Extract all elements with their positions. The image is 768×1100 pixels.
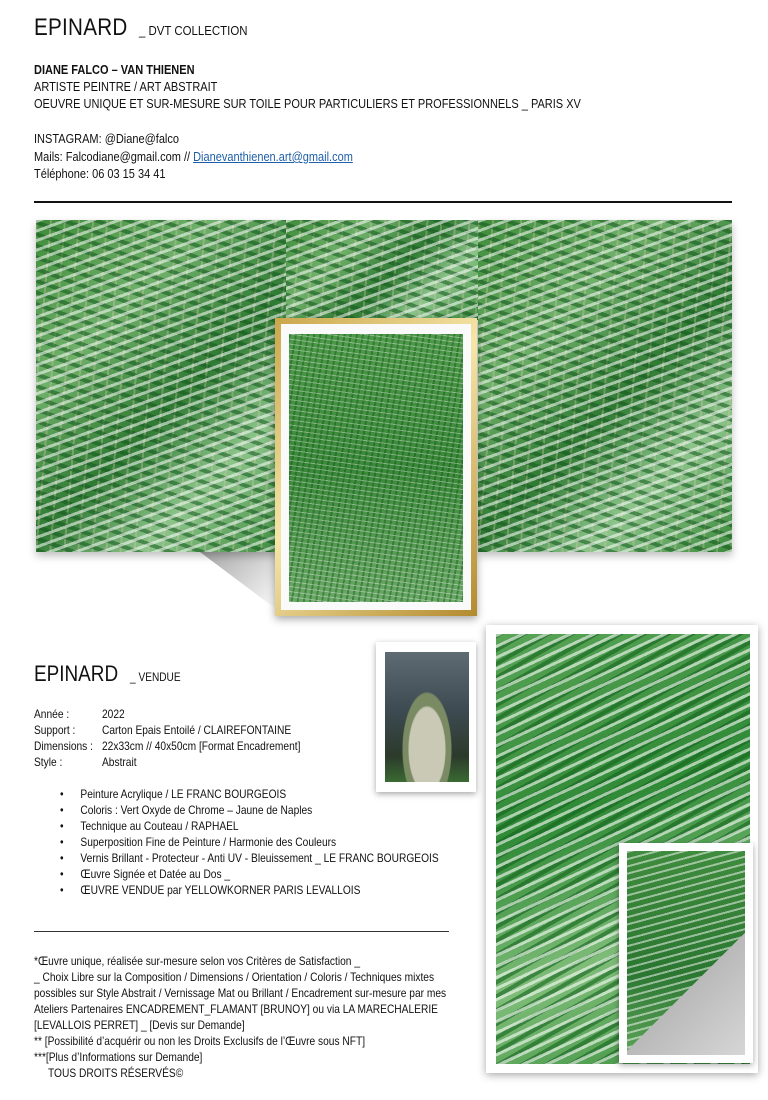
spec-label-style: Style : bbox=[34, 755, 63, 769]
hero-texture-left bbox=[36, 220, 286, 552]
page-title: EPINARD bbox=[34, 14, 128, 41]
note-line: *Œuvre unique, réalisée sur-mesure selon vos Critères de Satisfaction _ bbox=[34, 954, 360, 968]
list-item: • Technique au Couteau / RAPHAEL bbox=[60, 818, 439, 834]
spec-label-support: Support : bbox=[34, 723, 76, 737]
note-line: Ateliers Partenaires ENCADREMENT_FLAMANT [BRUNOY] ou via LA MARECHALERIE bbox=[34, 1002, 438, 1016]
note-line: [LEVALLOIS PERRET] _ [Devis sur Demande] bbox=[34, 1018, 245, 1032]
list-item: • Vernis Brillant - Protecteur - Anti UV - Bleuissement _ LE FRANC BOURGEOIS bbox=[60, 850, 439, 866]
note-line: _ Choix Libre sur la Composition / Dimensions / Orientation / Coloris / Techniques mixtes bbox=[34, 970, 435, 984]
list-item: • ŒUVRE VENDUE par YELLOWKORNER PARIS LEVALLOIS bbox=[60, 882, 439, 898]
mail-contacts bbox=[34, 149, 353, 165]
note-line: possibles sur Style Abstrait / Vernissage Mat ou Brillant / Encadrement sur-mesure par mes bbox=[34, 986, 447, 1000]
list-item: • Coloris : Vert Oxyde de Chrome – Jaune de Naples bbox=[60, 802, 439, 818]
section-title-line bbox=[34, 661, 188, 687]
spec-value-support: Carton Epais Entoilé / CLAIREFONTAINE bbox=[102, 723, 292, 737]
hero-texture-center bbox=[286, 220, 478, 320]
copyright-line: TOUS DROITS RÉSERVÉS© bbox=[34, 1066, 184, 1080]
spinach-photo bbox=[385, 652, 469, 782]
list-item: • Superposition Fine de Peinture / Harmonie des Couleurs bbox=[60, 834, 439, 850]
spec-value-style: Abstrait bbox=[102, 755, 137, 769]
spec-value-year: 2022 bbox=[102, 707, 125, 721]
artist-description: OEUVRE UNIQUE ET SUR-MESURE SUR TOILE POUR PARTICULIERS ET PROFESSIONNELS _ PARIS XV bbox=[34, 97, 581, 111]
list-item: • Œuvre Signée et Datée au Dos _ bbox=[60, 866, 439, 882]
hero-texture-right bbox=[478, 220, 732, 552]
divider-top bbox=[34, 201, 732, 203]
mail-link[interactable]: Dianevanthienen.art@gmail.com bbox=[193, 150, 353, 164]
artist-name: DIANE FALCO – VAN THIENEN bbox=[34, 63, 195, 77]
framed-painting bbox=[289, 334, 463, 602]
phone-contact: Téléphone: 06 03 15 34 41 bbox=[34, 167, 166, 181]
spec-label-dimensions: Dimensions : bbox=[34, 739, 93, 753]
instagram-contact: INSTAGRAM: @Diane@falco bbox=[34, 132, 180, 146]
spec-value-dimensions: 22x33cm // 40x50cm [Format Encadrement] bbox=[102, 739, 301, 753]
features-list bbox=[60, 786, 505, 898]
mails-prefix: Mails: Falcodiane@gmail.com // bbox=[34, 150, 194, 164]
note-line: ** [Possibilité d’acquérir ou non les Droits Exclusifs de l’Œuvre sous NFT] bbox=[34, 1034, 366, 1048]
hero-shadow bbox=[200, 552, 280, 612]
section-title: EPINARD bbox=[34, 661, 119, 686]
collection-label: _ DVT COLLECTION bbox=[139, 23, 248, 38]
note-line: ***[Plus d’Informations sur Demande] bbox=[34, 1050, 203, 1064]
divider-middle bbox=[34, 931, 449, 932]
list-item: • Peinture Acrylique / LE FRANC BOURGEOIS bbox=[60, 786, 439, 802]
status-label: _ VENDUE bbox=[130, 672, 181, 684]
painting-detail-small bbox=[627, 851, 745, 1055]
artist-role: ARTISTE PEINTRE / ART ABSTRAIT bbox=[34, 80, 218, 94]
spec-label-year: Année : bbox=[34, 707, 70, 721]
title-line bbox=[34, 14, 263, 42]
